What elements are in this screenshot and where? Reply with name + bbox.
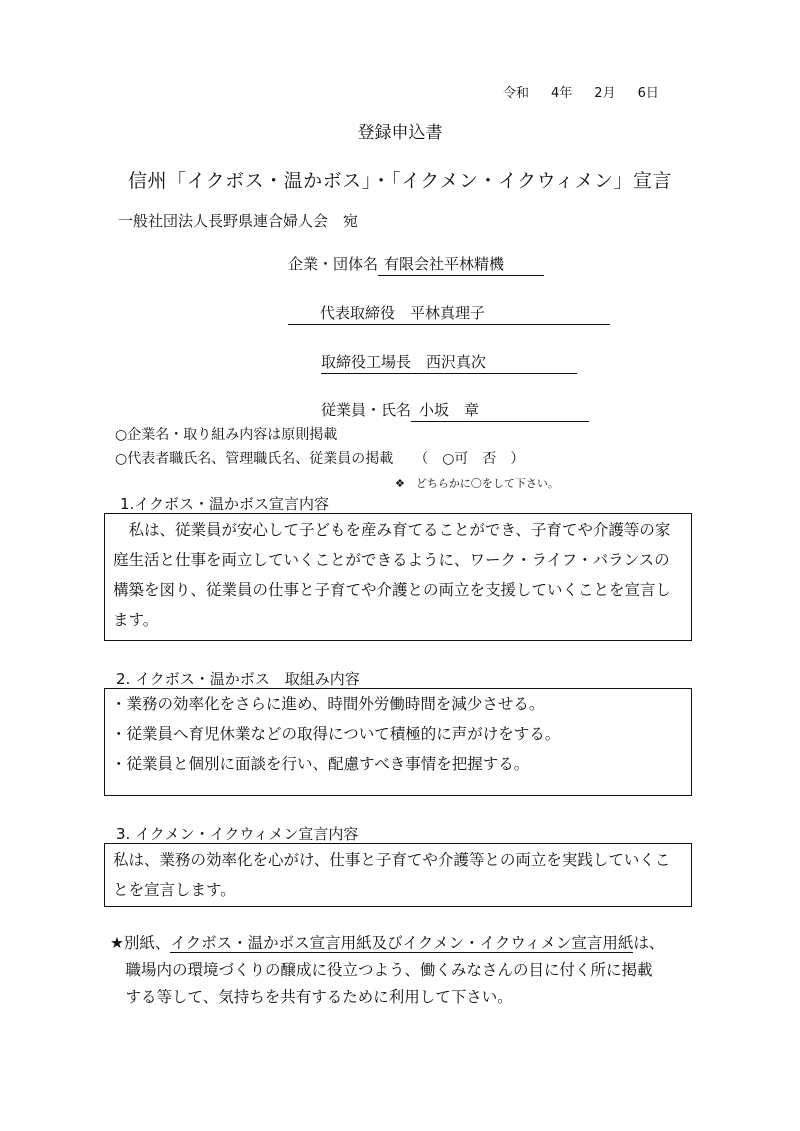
section2-heading: 2. イクボス・温かボス 取組み内容: [116, 670, 360, 688]
date-month: 2月: [594, 86, 616, 101]
section2-box: [104, 688, 692, 796]
section3-text: 私は、業務の効率化を心がけ、仕事と子育てや介護等との両立を実践していくことを宣言します。: [113, 851, 671, 899]
date-era: 令和: [503, 86, 530, 101]
section1-text: 私は、従業員が安心して子どもを産み育てることができ、子育てや介護等の家庭生活と仕事を両立していくことができるように、ワーク・ライフ・バランスの構築を図り、従業員の仕事と子育てや介護との両立を支援していくことを宣言します。: [113, 521, 672, 629]
footer-note: [110, 930, 664, 1011]
footer-underlined: イクボス・温かボス宣言用紙及びイクメン・イクウィメン宣言用紙: [170, 934, 634, 952]
section1-box: [104, 513, 692, 641]
date-day: 6日: [637, 86, 659, 101]
list-item: ・従業員へ育児休業などの取得について積極的に声がけをする。: [111, 725, 561, 743]
date-line: [503, 82, 659, 101]
company-label: 企業・団体名: [288, 255, 379, 273]
note-consent: ○代表者職氏名、管理職氏名、従業員の掲載 （ ○可 否 ）: [115, 451, 525, 467]
company-value: 有限会社平林精機: [378, 253, 544, 276]
section3-box: [104, 843, 692, 907]
footer-line2: 職場内の環境づくりの醸成に役立つよう、働くみなさんの目に付く所に掲載: [125, 961, 653, 979]
manager-value: 取締役工場長 西沢真次: [321, 351, 577, 374]
page-title: 登録申込書: [357, 123, 443, 143]
section3-heading: 3. イクメン・イクウィメン宣言内容: [116, 825, 359, 843]
footer-line1-suffix: は、: [633, 934, 665, 952]
list-item: ・従業員と個別に面談を行い、配慮すべき事情を把握する。: [111, 755, 530, 773]
footer-star-prefix: ★別紙、: [110, 934, 171, 952]
section1-heading: 1.イクボス・温かボス宣言内容: [120, 495, 330, 513]
footer-line3: する等して、気持ちを共有するために利用して下さい。: [125, 988, 513, 1006]
employee-value: 小坂 章: [411, 399, 589, 422]
note-publication: ○企業名・取り組み内容は原則掲載: [115, 427, 338, 443]
manager-field: [321, 351, 577, 374]
representative-value: 代表取締役 平林真理子: [288, 302, 610, 325]
representative-field: [288, 302, 610, 325]
hint-circle: ❖ どちらかに〇をして下さい。: [395, 477, 559, 490]
date-year: 4年: [551, 86, 573, 101]
page-subtitle: 信州「イクボス・温かボス」・「イクメン・イクウィメン」宣言: [127, 170, 673, 192]
company-field: [288, 253, 544, 276]
list-item: ・業務の効率化をさらに進め、時間外労働時間を減少させる。: [111, 695, 545, 713]
addressee: 一般社団法人長野県連合婦人会 宛: [118, 212, 359, 230]
employee-field: [321, 399, 589, 422]
employee-label: 従業員・氏名: [321, 401, 412, 419]
